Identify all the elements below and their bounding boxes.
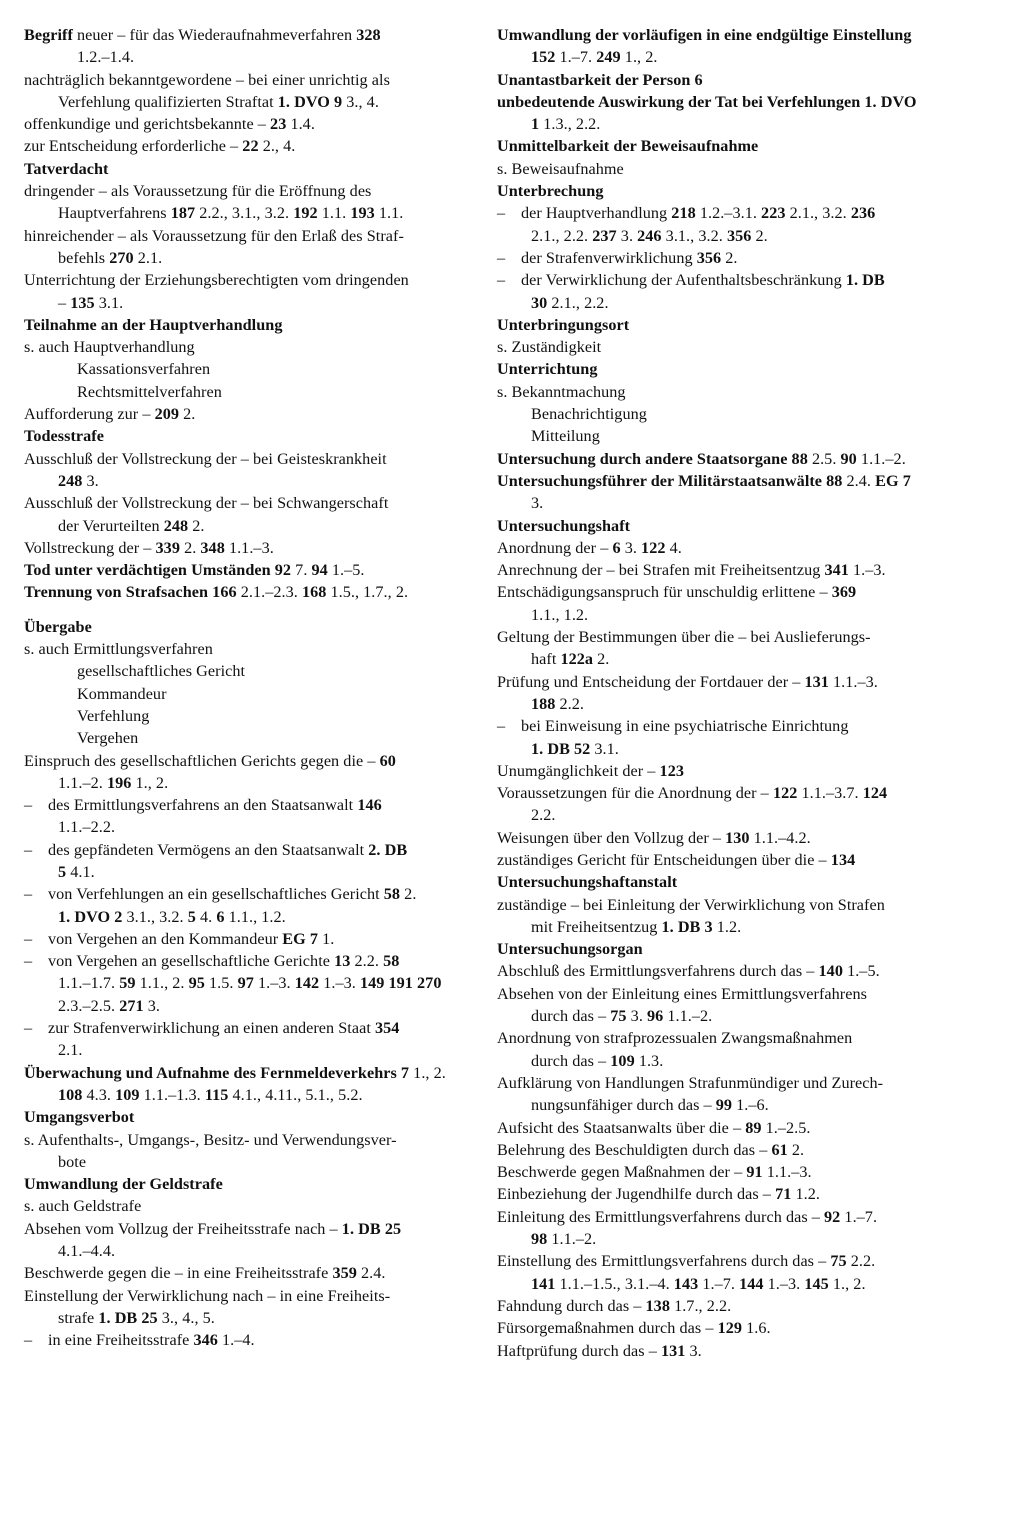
index-line: – in eine Freiheitsstrafe 346 1.–4. <box>24 1329 468 1351</box>
index-line: Anordnung von strafprozessualen Zwangsmaßnahmen <box>497 1029 853 1048</box>
index-line: 1.1.–2.2. <box>58 818 116 837</box>
index-line: 98 1.1.–2. <box>531 1230 597 1249</box>
index-line: Geltung der Bestimmungen über die – bei Auslieferungs- <box>497 628 871 647</box>
index-line: Ausschluß der Vollstreckung der – bei Geisteskrankheit <box>24 449 387 468</box>
index-line: Einstellung der Verwirklichung nach – in eine Freiheits- <box>24 1286 391 1305</box>
index-line: haft 122a 2. <box>531 650 610 669</box>
index-line: 1 1.3., 2.2. <box>531 115 601 134</box>
index-line: Prüfung und Entscheidung der Fortdauer der – 131 1.1.–3. <box>497 672 878 691</box>
index-line: – der Strafenverwirklichung 356 2. <box>497 247 941 269</box>
index-line: Aufforderung zur – 209 2. <box>24 405 196 424</box>
index-line: 1.1., 1.2. <box>531 605 589 624</box>
index-line: 108 4.3. 109 1.1.–1.3. 115 4.1., 4.11., 5.1., 5.2. <box>58 1085 363 1104</box>
index-line: Überwachung und Aufnahme des Fernmeldeverkehrs 7 1., 2. <box>24 1063 446 1082</box>
index-line: 4.1.–4.4. <box>58 1242 116 1261</box>
index-line: 188 2.2. <box>531 694 585 713</box>
index-line: s. Aufenthalts-, Umgangs-, Besitz- und Verwendungsver- <box>24 1130 397 1149</box>
index-line: Tatverdacht <box>24 159 109 178</box>
index-column-right <box>497 24 941 1362</box>
index-line: mit Freiheitsentzug 1. DB 3 1.2. <box>531 917 742 936</box>
index-line: zur Entscheidung erforderliche – 22 2., 4. <box>24 137 296 156</box>
index-line: Untersuchungshaftanstalt <box>497 873 678 892</box>
index-line: 248 3. <box>58 471 99 490</box>
index-line: unbedeutende Auswirkung der Tat bei Verfehlungen 1. DVO <box>497 92 917 111</box>
index-line: Absehen von der Einleitung eines Ermittlungsverfahrens <box>497 984 867 1003</box>
index-line: s. auch Hauptverhandlung <box>24 338 195 357</box>
index-line: – der Verwirklichung der Aufenthaltsbeschränkung 1. DB <box>497 269 941 291</box>
index-line: Kommandeur <box>77 684 167 703</box>
index-line: durch das – 75 3. 96 1.1.–2. <box>531 1007 713 1026</box>
index-line: Umgangsverbot <box>24 1108 135 1127</box>
index-line: zuständige – bei Einleitung der Verwirklichung von Strafen <box>497 895 885 914</box>
index-line: s. auch Geldstrafe <box>24 1197 142 1216</box>
index-line: – bei Einweisung in eine psychiatrische Einrichtung <box>497 715 941 737</box>
index-line: Aufklärung von Handlungen Strafunmündiger und Zurech- <box>497 1073 884 1092</box>
index-line: 3. <box>531 494 544 513</box>
index-line: Teilnahme an der Hauptverhandlung <box>24 315 283 334</box>
index-line: Kassationsverfahren <box>77 360 211 379</box>
index-line: Hauptverfahrens 187 2.2., 3.1., 3.2. 192 1.1. 193 1.1. <box>58 204 404 223</box>
index-line: Abschluß des Ermittlungsverfahrens durch das – 140 1.–5. <box>497 962 880 981</box>
index-line: – von Vergehen an den Kommandeur EG 7 1. <box>24 928 468 950</box>
index-line: Einspruch des gesellschaftlichen Gerichts gegen die – 60 <box>24 751 396 770</box>
index-line: s. Beweisaufnahme <box>497 159 624 178</box>
index-line: Untersuchungshaft <box>497 516 631 535</box>
index-line: Unterbrechung <box>497 182 604 201</box>
index-line: Haftprüfung durch das – 131 3. <box>497 1341 702 1360</box>
index-line: – des Ermittlungsverfahrens an den Staatsanwalt 146 <box>24 794 468 816</box>
index-line: 1.2.–1.4. <box>77 48 135 67</box>
index-line: 2.1., 2.2. 237 3. 246 3.1., 3.2. 356 2. <box>531 226 768 245</box>
index-line: zuständiges Gericht für Entscheidungen über die – 134 <box>497 850 856 869</box>
index-line: 1. DVO 2 3.1., 3.2. 5 4. 6 1.1., 1.2. <box>58 907 286 926</box>
index-line: 1. DB 52 3.1. <box>531 739 619 758</box>
index-line: Begriff neuer – für das Wiederaufnahmeverfahren 328 <box>24 26 381 44</box>
index-line: 2.2. <box>531 806 556 825</box>
index-line: Umwandlung der vorläufigen in eine endgültige Einstellung <box>497 26 912 44</box>
index-line: nachträglich bekanntgewordene – bei einer unrichtig als <box>24 70 390 89</box>
index-line: s. Bekanntmachung <box>497 382 626 401</box>
index-line: offenkundige und gerichtsbekannte – 23 1.4. <box>24 115 315 134</box>
index-line: Einleitung des Ermittlungsverfahrens durch das – 92 1.–7. <box>497 1207 878 1226</box>
index-line: Unterbringungsort <box>497 315 630 334</box>
index-line: Beschwerde gegen die – in eine Freiheitsstrafe 359 2.4. <box>24 1264 386 1283</box>
index-line: – des gepfändeten Vermögens an den Staatsanwalt 2. DB <box>24 839 468 861</box>
index-line: Trennung von Strafsachen 166 2.1.–2.3. 168 1.5., 1.7., 2. <box>24 583 409 602</box>
index-line: Unumgänglichkeit der – 123 <box>497 761 684 780</box>
index-line: hinreichender – als Voraussetzung für den Erlaß des Straf- <box>24 226 404 245</box>
index-line: Tod unter verdächtigen Umständen 92 7. 94 1.–5. <box>24 561 365 580</box>
index-line: Unterrichtung <box>497 360 598 379</box>
index-line: Absehen vom Vollzug der Freiheitsstrafe nach – 1. DB 25 <box>24 1219 402 1238</box>
index-line: strafe 1. DB 25 3., 4., 5. <box>58 1308 215 1327</box>
index-line: 2.1. <box>58 1041 83 1060</box>
index-line: durch das – 109 1.3. <box>531 1051 664 1070</box>
index-line: Unmittelbarkeit der Beweisaufnahme <box>497 137 759 156</box>
index-line: Unterrichtung der Erziehungsberechtigten vom dringenden <box>24 271 409 290</box>
index-line: Voraussetzungen für die Anordnung der – 122 1.1.–3.7. 124 <box>497 784 888 803</box>
index-line: Weisungen über den Vollzug der – 130 1.1.–4.2. <box>497 828 811 847</box>
index-line: befehls 270 2.1. <box>58 248 163 267</box>
index-line: 5 4.1. <box>58 862 95 881</box>
index-line: Mitteilung <box>531 427 600 446</box>
index-line: 30 2.1., 2.2. <box>531 293 609 312</box>
index-line: Anrechnung der – bei Strafen mit Freiheitsentzug 341 1.–3. <box>497 561 886 580</box>
index-column-left <box>24 24 468 1352</box>
index-line: Benachrichtigung <box>531 405 647 424</box>
index-line: 152 1.–7. 249 1., 2. <box>531 48 658 67</box>
index-line: Einstellung des Ermittlungsverfahrens durch das – 75 2.2. <box>497 1252 876 1271</box>
index-line: Umwandlung der Geldstrafe <box>24 1175 223 1194</box>
index-line: Untersuchungsführer der Militärstaatsanwälte 88 2.4. EG 7 <box>497 471 911 490</box>
index-line: Untersuchung durch andere Staatsorgane 88 2.5. 90 1.1.–2. <box>497 449 906 468</box>
index-line: Belehrung des Beschuldigten durch das – 61 2. <box>497 1140 805 1159</box>
index-line: dringender – als Voraussetzung für die Eröffnung des <box>24 182 372 201</box>
index-line: Fahndung durch das – 138 1.7., 2.2. <box>497 1296 732 1315</box>
index-line: 141 1.1.–1.5., 3.1.–4. 143 1.–7. 144 1.–3. 145 1., 2. <box>531 1274 866 1293</box>
index-line: Beschwerde gegen Maßnahmen der – 91 1.1.–3. <box>497 1163 812 1182</box>
index-line: Anordnung der – 6 3. 122 4. <box>497 538 682 557</box>
index-line: Rechtsmittelverfahren <box>77 382 222 401</box>
index-line: s. Zuständigkeit <box>497 338 602 357</box>
index-line: Verfehlung <box>77 706 150 725</box>
index-line: gesellschaftliches Gericht <box>77 662 246 681</box>
index-line: Verfehlung qualifizierten Straftat 1. DVO 9 3., 4. <box>58 92 379 111</box>
index-line: 1.1.–2. 196 1., 2. <box>58 773 169 792</box>
index-line: 2.3.–2.5. 271 3. <box>58 996 160 1015</box>
index-line: Einbeziehung der Jugendhilfe durch das – 71 1.2. <box>497 1185 820 1204</box>
index-line: der Verurteilten 248 2. <box>58 516 205 535</box>
index-line: Unantastbarkeit der Person 6 <box>497 70 703 89</box>
index-line: 1.1.–1.7. 59 1.1., 2. 95 1.5. 97 1.–3. 142 1.–3. 149 191 270 <box>58 974 442 993</box>
index-line: – zur Strafenverwirklichung an einen anderen Staat 354 <box>24 1017 468 1039</box>
index-line: s. auch Ermittlungsverfahren <box>24 640 213 659</box>
index-line: Todesstrafe <box>24 427 104 446</box>
index-line: Vollstreckung der – 339 2. 348 1.1.–3. <box>24 538 274 557</box>
index-line: Untersuchungsorgan <box>497 940 643 959</box>
index-line: bote <box>58 1152 87 1171</box>
index-line: Fürsorgemaßnahmen durch das – 129 1.6. <box>497 1319 771 1338</box>
index-line: – 135 3.1. <box>58 293 124 312</box>
index-line: Vergehen <box>77 729 139 748</box>
index-line: Aufsicht des Staatsanwalts über die – 89 1.–2.5. <box>497 1118 811 1137</box>
index-line: – von Vergehen an gesellschaftliche Gerichte 13 2.2. 58 <box>24 950 468 972</box>
index-line: nungsunfähiger durch das – 99 1.–6. <box>531 1096 769 1115</box>
index-line: – der Hauptverhandlung 218 1.2.–3.1. 223 2.1., 3.2. 236 <box>497 202 941 224</box>
index-line: Übergabe <box>24 617 92 636</box>
index-line: Entschädigungsanspruch für unschuldig erlittene – 369 <box>497 583 857 602</box>
index-line: Ausschluß der Vollstreckung der – bei Schwangerschaft <box>24 494 389 513</box>
index-line: – von Verfehlungen an ein gesellschaftliches Gericht 58 2. <box>24 883 468 905</box>
